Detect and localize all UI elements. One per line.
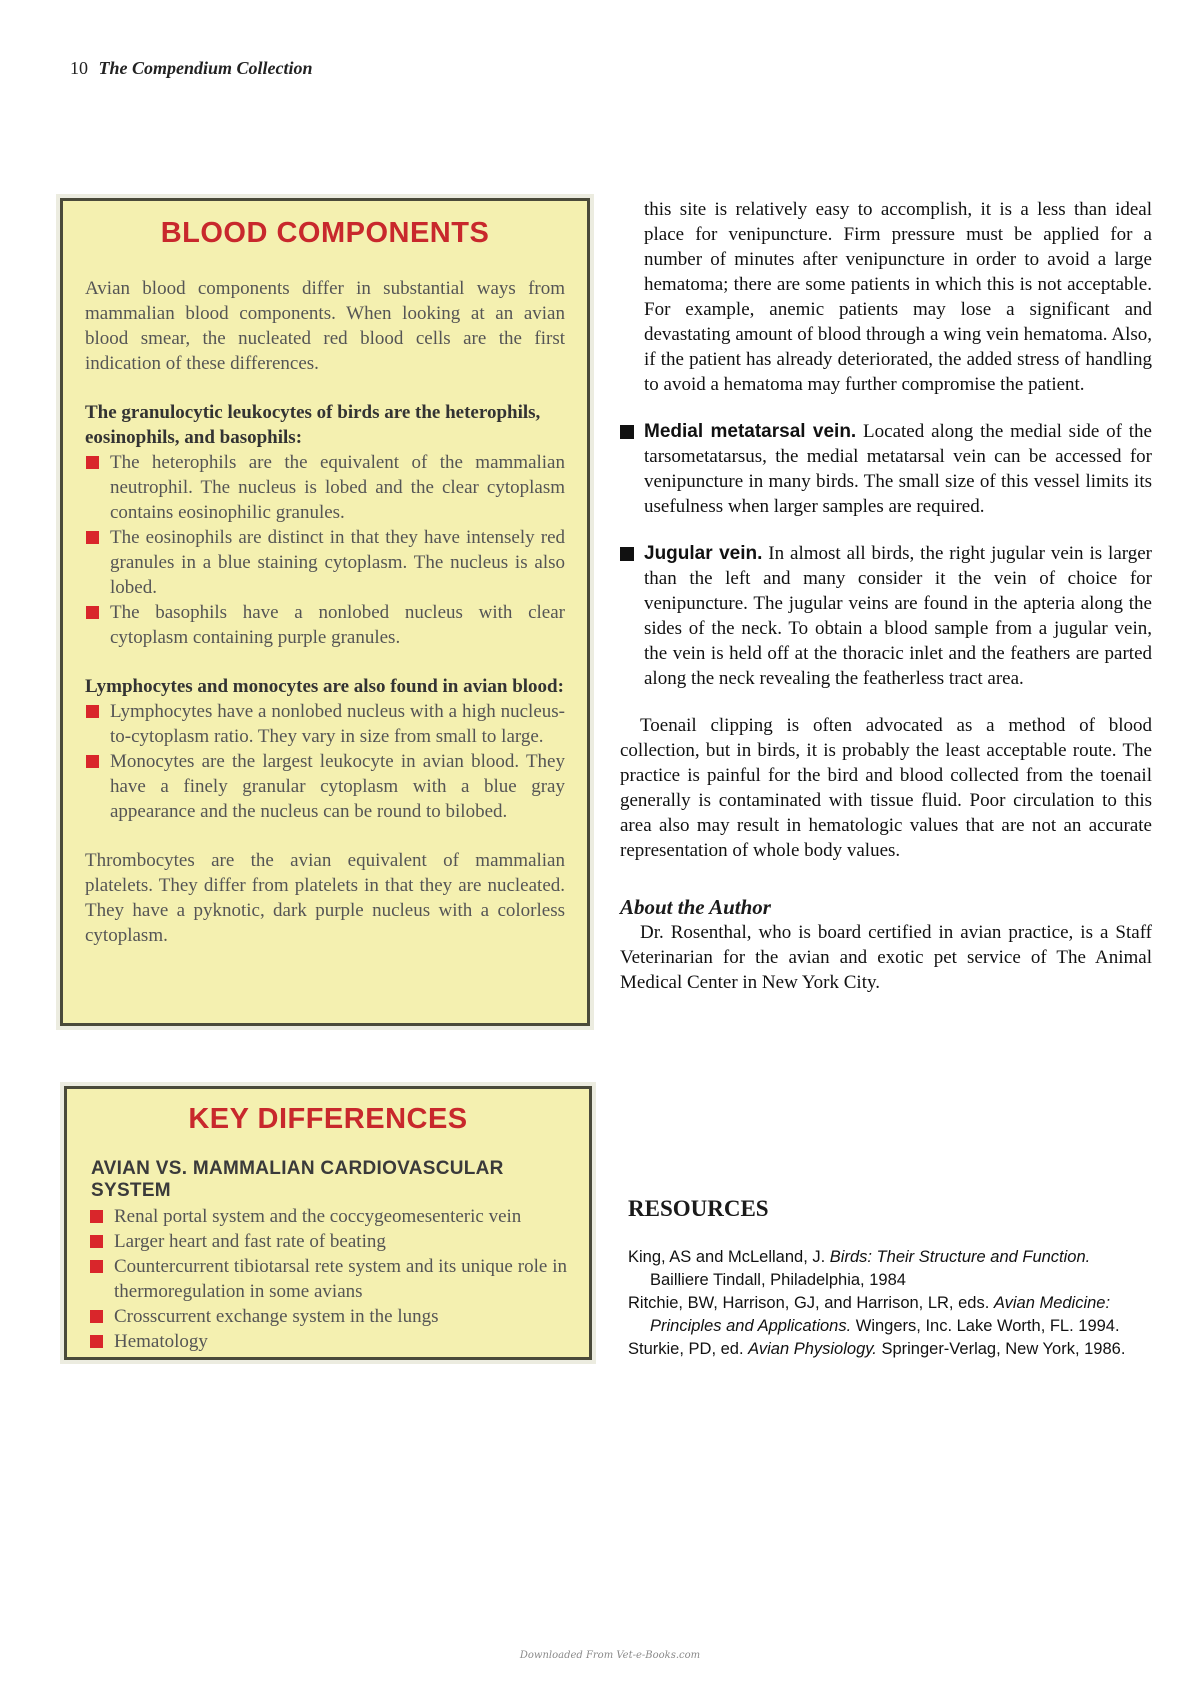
thrombocytes-paragraph: Thrombocytes are the avian equivalent of mammalian platelets. They differ from platelets in that they are nucleated. They have a pyknotic, dark purple nucleus with a colorless cytoplasm.: [85, 850, 565, 946]
list-item: Monocytes are the largest leukocyte in avian blood. They have a finely granular cytoplasm with a blue gray appearance and the nucleus can be round to bilobed.: [85, 749, 565, 824]
red-square-bullet-icon: [90, 1260, 103, 1273]
toenail-paragraph: Toenail clipping is often advocated as a method of blood collection, but in birds, it is probably the least acceptable route. The practice is painful for the bird and blood collected from the toenail generally is contaminated with tissue fluid. Poor circulation to this area also may result in hematologic values that are not an accurate representation of whole body values.: [620, 715, 1152, 861]
page-number: 10: [70, 58, 88, 78]
key-differences-subtitle: AVIAN VS. MAMMALIAN CARDIOVASCULAR SYSTEM: [91, 1158, 504, 1201]
publication-title: The Compendium Collection: [98, 58, 313, 78]
list-item: Sturkie, PD, ed. Avian Physiology. Springer-Verlag, New York, 1986.: [628, 1340, 1126, 1358]
black-square-bullet-icon: [620, 547, 634, 561]
red-square-bullet-icon: [86, 531, 99, 544]
list-item: Hematology: [89, 1329, 567, 1354]
red-square-bullet-icon: [86, 705, 99, 718]
main-column: [620, 197, 1152, 995]
resources-list: [628, 1246, 1148, 1361]
blood-intro: Avian blood components differ in substantial ways from mammalian blood components. When looking at an avian blood smear, the nucleated red blood cells are the first indication of these differences.: [85, 278, 565, 374]
list-item: The basophils have a nonlobed nucleus with clear cytoplasm containing purple granules.: [85, 600, 565, 650]
lymphocytes-list: [85, 699, 565, 824]
granulocytes-list: [85, 450, 565, 650]
red-square-bullet-icon: [86, 456, 99, 469]
red-square-bullet-icon: [86, 606, 99, 619]
red-square-bullet-icon: [86, 755, 99, 768]
black-square-bullet-icon: [620, 425, 634, 439]
list-item: Ritchie, BW, Harrison, GJ, and Harrison, LR, eds. Avian Medicine: Principles and Applications. Wingers, Inc. Lake Worth, FL. 1994.: [628, 1294, 1120, 1335]
about-author-text: Dr. Rosenthal, who is board certified in avian practice, is a Staff Veterinarian for the avian and exotic pet service of The Animal Medical Center in New York City.: [620, 922, 1152, 993]
red-square-bullet-icon: [90, 1210, 103, 1223]
key-differences-list: [89, 1204, 567, 1354]
continued-paragraph: this site is relatively easy to accomplish, it is a less than ideal place for venipuncture. Firm pressure must be applied for a number of minutes after venipuncture in order to avoid a large hematoma; there are some patients in which this is not acceptable. For example, anemic patients may lose a significant and devastating amount of blood through a wing vein hematoma. Also, if the patient has already deteriorated, the added stress of handling to avoid a hematoma may further compromise the patient.: [644, 199, 1152, 395]
red-square-bullet-icon: [90, 1310, 103, 1323]
resources-section: [628, 1196, 1148, 1361]
metatarsal-vein-paragraph: [620, 419, 1152, 519]
metatarsal-vein-term: Medial metatarsal vein.: [644, 421, 857, 442]
jugular-vein-term: Jugular vein.: [644, 543, 763, 564]
list-item: The eosinophils are distinct in that they have intensely red granules in a blue staining cytoplasm. The nucleus is also lobed.: [85, 525, 565, 600]
list-item: Countercurrent tibiotarsal rete system and its unique role in thermoregulation in some avians: [89, 1254, 567, 1304]
resources-title: RESOURCES: [628, 1196, 769, 1221]
about-author-heading: About the Author: [620, 895, 771, 919]
list-item: King, AS and McLelland, J. Birds: Their Structure and Function. Bailliere Tindall, Philadelphia, 1984: [628, 1248, 1091, 1289]
running-header: [70, 58, 313, 79]
key-differences-title: KEY DIFFERENCES: [188, 1103, 468, 1135]
red-square-bullet-icon: [90, 1335, 103, 1348]
list-item: The heterophils are the equivalent of the mammalian neutrophil. The nucleus is lobed and the clear cytoplasm contains eosinophilic granules.: [85, 450, 565, 525]
key-differences-box: [64, 1086, 592, 1360]
red-square-bullet-icon: [90, 1235, 103, 1248]
list-item: Renal portal system and the coccygeomesenteric vein: [89, 1204, 567, 1229]
jugular-vein-paragraph: [620, 541, 1152, 691]
metatarsal-vein-text: Located along the medial side of the tarsometatarsus, the medial metatarsal vein can be accessed for venipuncture in many birds. The small size of this vessel limits its usefulness when larger samples are required.: [644, 421, 1152, 517]
list-item: Larger heart and fast rate of beating: [89, 1229, 567, 1254]
jugular-vein-text: In almost all birds, the right jugular vein is larger than the left and many consider it the vein of choice for venipuncture. The jugular veins are found in the apteria along the sides of the neck. To obtain a blood sample from a jugular vein, the vein is held off at the thoracic inlet and the feathers are parted along the neck revealing the featherless tract area.: [644, 543, 1153, 689]
list-item: Crosscurrent exchange system in the lungs: [89, 1304, 567, 1329]
blood-components-title: BLOOD COMPONENTS: [160, 217, 490, 249]
blood-components-box: [60, 198, 590, 1026]
list-item: Lymphocytes have a nonlobed nucleus with a high nucleus-to-cytoplasm ratio. They vary in size from small to large.: [85, 699, 565, 749]
granulocytes-heading: The granulocytic leukocytes of birds are the heterophils, eosinophils, and basophils:: [85, 402, 541, 448]
download-watermark: Downloaded From Vet-e-Books.com: [519, 1650, 701, 1661]
lymphocytes-heading: Lymphocytes and monocytes are also found in avian blood:: [85, 676, 564, 697]
